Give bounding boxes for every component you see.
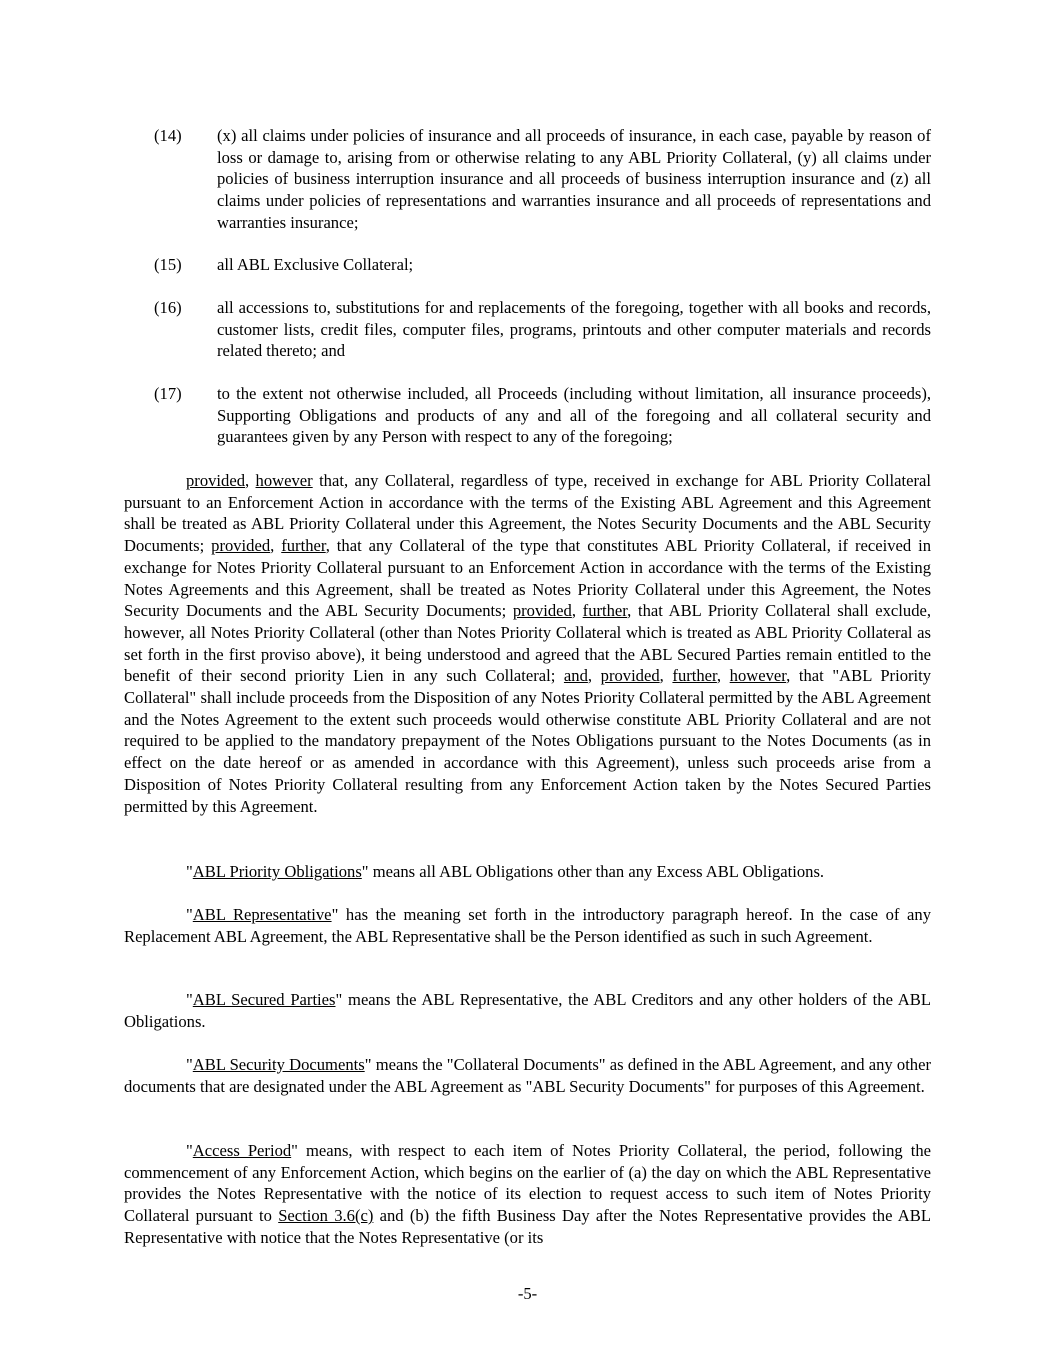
page-number: -5- [517,1284,538,1303]
proviso-term: further [672,666,717,686]
item-number: (17) [154,384,182,403]
item-text: all ABL Exclusive Collateral; [217,255,414,274]
definition-access-period: "Access Period" means, with respect to each item of Notes Priority Collateral, the period, following the commencement of any Enforcement Action, which begins on the earlier of (a) the day on which the ABL Representative provides the Notes Representative with the notice of its election to request access to such item of Notes Priority Collateral pursuant to Section 3.6(c) and (b) the fifth Business Day after the Notes Representative provides the ABL Representative with notice that the Notes Representative (or its [124,1141,932,1247]
proviso-term: and [563,666,588,686]
list-item-15 [154,254,931,276]
item-number: (15) [154,255,182,274]
proviso-term: however [729,666,787,686]
definition-abl-representative: "ABL Representative" has the meaning set forth in the introductory paragraph hereof. In the case of any Replacement ABL Agreement, the ABL Representative shall be the Person identified as such in such Agreement. [124,905,932,946]
section-reference: Section 3.6(c) [278,1206,374,1226]
definition-abl-security-documents: "ABL Security Documents" means the "Collateral Documents" as defined in the ABL Agreement, and any other documents that are designated under the ABL Agreement as "ABL Security Documents" for purposes of this Agreement. [124,1055,931,1096]
item-number: (16) [154,298,182,317]
defined-term: Access Period [192,1141,292,1160]
list-item-17 [154,383,931,448]
defined-term: ABL Secured Parties [192,990,336,1009]
proviso-term: further [582,601,628,621]
proviso-term: provided [186,471,245,490]
proviso-term: provided [512,601,572,621]
definition-abl-priority-obligations: "ABL Priority Obligations" means all ABL Obligations other than any Excess ABL Obligations. [186,862,825,881]
item-text: all accessions to, substitutions for and replacements of the foregoing, together with all books and records, customer lists, credit files, computer files, programs, printouts and other computer materials and records related thereto; and [217,298,931,361]
item-text: to the extent not otherwise included, all Proceeds (including without limitation, all insurance proceeds), Supporting Obligations and products of any and all of the foregoing and all collateral security and guarantees given by any Person with respect to any of the foregoing; [217,384,931,447]
list-item-14 [154,125,931,234]
proviso-term: however [255,471,313,490]
defined-term: ABL Security Documents [192,1055,365,1074]
list-item-16 [154,297,931,362]
proviso-term: further [281,536,326,556]
item-number: (14) [154,126,182,145]
proviso-term: provided [211,536,271,556]
item-text: (x) all claims under policies of insurance and all proceeds of insurance, in each case, payable by reason of loss or damage to, arising from or otherwise relating to any ABL Priority Collateral, (y) all claims under policies of business interruption insurance and all proceeds of business interruption insurance and (z) all claims under policies of representations and warranties insurance and all proceeds of representations and warranties insurance; [217,126,931,232]
definition-abl-secured-parties: "ABL Secured Parties" means the ABL Representative, the ABL Creditors and any other holders of the ABL Obligations. [124,990,931,1031]
defined-term: ABL Priority Obligations [192,862,362,881]
proviso-paragraph: provided, however that, any Collateral, regardless of type, received in exchange for ABL Priority Collateral pursuant to an Enforcement Action in accordance with the terms of the Existing ABL Agreement and this Agreement shall be treated as ABL Priority Collateral under this Agreement, the Notes Security Documents and the ABL Security Documents; provided, further, that any Collateral of the type that constitutes ABL Priority Collateral, if received in exchange for Notes Priority Collateral pursuant to an Enforcement Action in accordance with the terms of the Existing Notes Agreements and this Agreement, shall be treated as Notes Priority Collateral under this Agreement, the Notes Security Documents and the ABL Security Documents; provided, further, that ABL Priority Collateral shall exclude, however, all Notes Priority Collateral (other than Notes Priority Collateral which is treated as ABL Priority Collateral as set forth in the first proviso above), it being understood and agreed that the ABL Secured Parties remain entitled to the benefit of their second priority Lien in any such Collateral; and, provided, further, however, that "ABL Priority Collateral" shall include proceeds from the Disposition of any Notes Priority Collateral permitted by the ABL Agreement and the Notes Agreement to the extent such proceeds would otherwise constitute ABL Priority Collateral and are not required to be applied to the mandatory prepayment of the Notes Obligations pursuant to the Notes Documents (as in effect on the date hereof or as amended in accordance with this Agreement), unless such proceeds arise from a Disposition of Notes Priority Collateral resulting from any Enforcement Action taken by the Notes Secured Parties permitted by this Agreement. [124,471,932,816]
defined-term: ABL Representative [192,905,332,924]
proviso-term: provided [600,666,660,686]
